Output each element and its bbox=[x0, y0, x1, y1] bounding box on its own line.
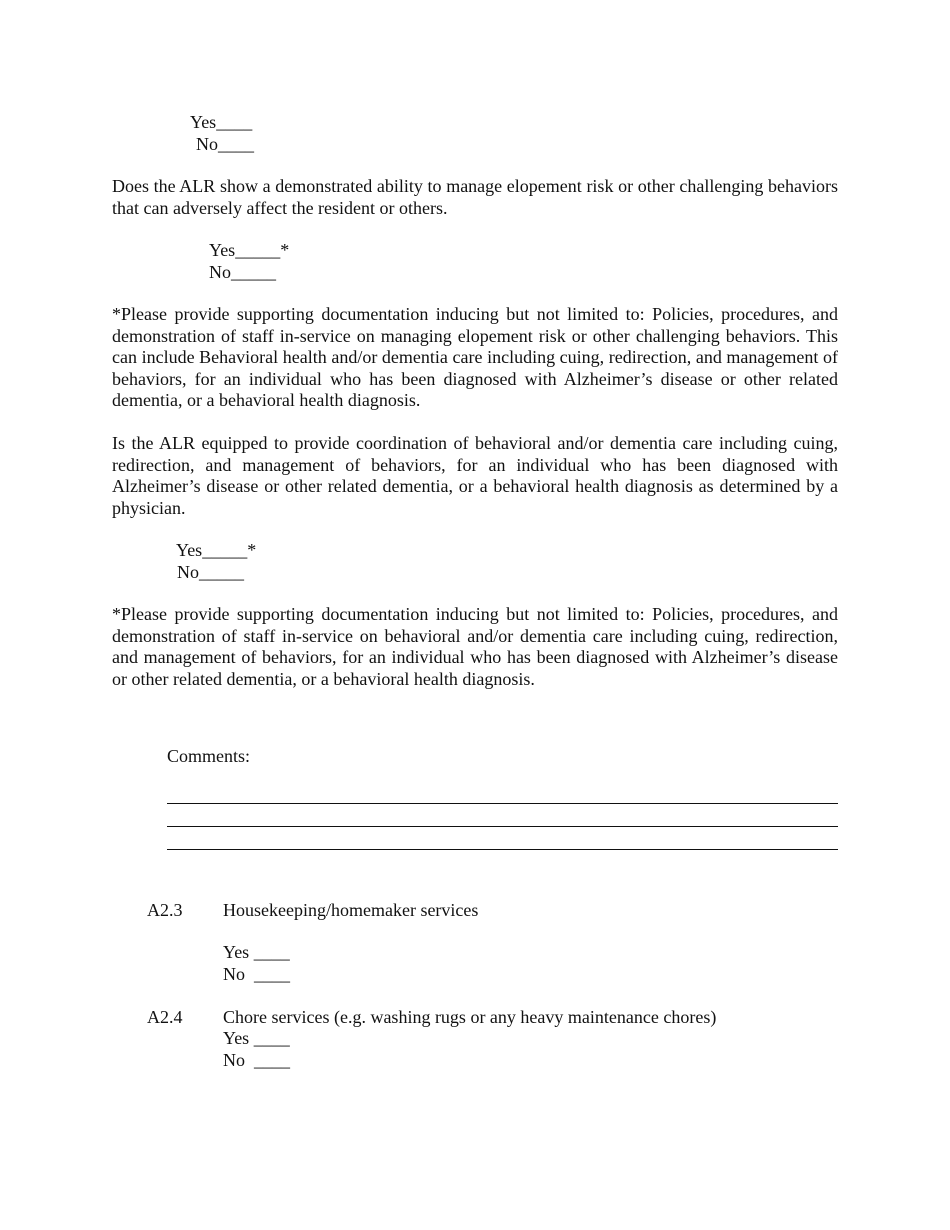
a24-title: Chore services (e.g. washing rugs or any heavy maintenance chores) bbox=[223, 1007, 717, 1027]
q2-yes-option[interactable]: Yes_____* bbox=[176, 540, 257, 560]
a23-no-option[interactable]: No ____ bbox=[223, 964, 290, 984]
a23-number: A2.3 bbox=[147, 900, 183, 920]
comment-line-1[interactable] bbox=[167, 803, 838, 804]
q1-no-option[interactable]: No_____ bbox=[209, 262, 276, 282]
q2-no-option[interactable]: No_____ bbox=[177, 562, 244, 582]
a24-yes-option[interactable]: Yes ____ bbox=[223, 1028, 290, 1048]
comment-line-2[interactable] bbox=[167, 826, 838, 827]
q2-question: Is the ALR equipped to provide coordination of behavioral and/or dementia care including cuing, redirection, and management of behaviors, for an individual who has been diagnosed with Alzheimer’s disease or other related dementia, or a behavioral health diagnosis as determined by a physician. bbox=[112, 433, 838, 518]
q2-note: *Please provide supporting documentation inducing but not limited to: Policies, procedures, and demonstration of staff in-service on behavioral and/or dementia care including cuing, redirection, and management of behaviors, for an individual who has been diagnosed with Alzheimer’s disease or other related dementia, or a behavioral health diagnosis. bbox=[112, 604, 838, 689]
a23-title: Housekeeping/homemaker services bbox=[223, 900, 479, 920]
q0-yes-option[interactable]: Yes____ bbox=[190, 112, 253, 132]
a24-number: A2.4 bbox=[147, 1007, 183, 1027]
a23-yes-option[interactable]: Yes ____ bbox=[223, 942, 290, 962]
comment-line-3[interactable] bbox=[167, 849, 838, 850]
comments-label: Comments: bbox=[167, 746, 251, 766]
a24-no-option[interactable]: No ____ bbox=[223, 1050, 290, 1070]
q0-no-option[interactable]: No____ bbox=[196, 134, 254, 154]
q1-yes-option[interactable]: Yes_____* bbox=[209, 240, 290, 260]
q1-note: *Please provide supporting documentation inducing but not limited to: Policies, procedures, and demonstration of staff in-service on managing elopement risk or other challenging behaviors. This can include Behavioral health and/or dementia care including cuing, redirection, and management of behaviors, for an individual who has been diagnosed with Alzheimer’s disease or other related dementia, or a behavioral health diagnosis. bbox=[112, 304, 838, 411]
q1-question: Does the ALR show a demonstrated ability to manage elopement risk or other challenging behaviors that can adversely affect the resident or others. bbox=[112, 176, 838, 218]
